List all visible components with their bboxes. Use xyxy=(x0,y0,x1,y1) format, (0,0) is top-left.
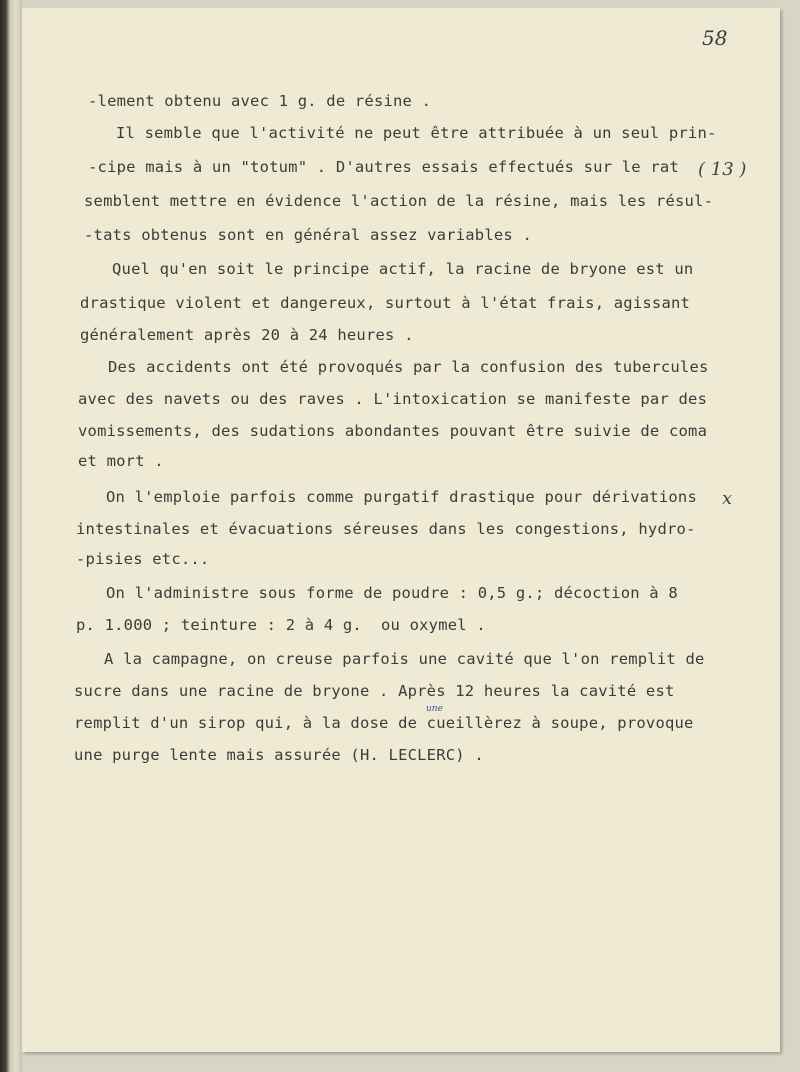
text-line: sucre dans une racine de bryone . Après 12 heures la cavité est xyxy=(74,682,675,700)
text-line: et mort . xyxy=(78,452,164,470)
handwritten-mark: x xyxy=(722,488,733,509)
document-page xyxy=(22,8,780,1052)
handwritten-reference: ( 13 ) xyxy=(698,159,747,180)
text-line: A la campagne, on creuse parfois une cavité que l'on remplit de xyxy=(104,650,705,668)
text-line: -tats obtenus sont en général assez variables . xyxy=(84,226,532,244)
text-line: drastique violent et dangereux, surtout à l'état frais, agissant xyxy=(80,294,691,312)
text-line: généralement après 20 à 24 heures . xyxy=(80,326,414,344)
binder-edge xyxy=(0,0,22,1072)
text-line: p. 1.000 ; teinture : 2 à 4 g. ou oxymel . xyxy=(76,616,486,634)
text-line: Il semble que l'activité ne peut être attribuée à un seul prin- xyxy=(116,124,717,142)
text-line: semblent mettre en évidence l'action de la résine, mais les résul- xyxy=(84,192,714,210)
text-line: -pisies etc... xyxy=(76,550,210,568)
text-line: avec des navets ou des raves . L'intoxication se manifeste par des xyxy=(78,390,708,408)
text-line: vomissements, des sudations abondantes pouvant être suivie de coma xyxy=(78,422,708,440)
text-line: une purge lente mais assurée (H. LECLERC) . xyxy=(74,746,484,764)
text-line: -cipe mais à un "totum" . D'autres essais effectués sur le rat xyxy=(88,158,679,176)
handwritten-annotation: une xyxy=(426,704,443,714)
page-number: 58 xyxy=(702,26,728,50)
text-line: Des accidents ont été provoqués par la confusion des tubercules xyxy=(108,358,709,376)
text-line: remplit d'un sirop qui, à la dose de cueillèrez à soupe, provoque xyxy=(74,714,694,732)
text-line: -lement obtenu avec 1 g. de résine . xyxy=(88,92,432,110)
text-line: On l'emploie parfois comme purgatif drastique pour dérivations xyxy=(106,488,697,506)
text-line: Quel qu'en soit le principe actif, la racine de bryone est un xyxy=(112,260,694,278)
text-line: intestinales et évacuations séreuses dans les congestions, hydro- xyxy=(76,520,696,538)
text-line: On l'administre sous forme de poudre : 0,5 g.; décoction à 8 xyxy=(106,584,678,602)
